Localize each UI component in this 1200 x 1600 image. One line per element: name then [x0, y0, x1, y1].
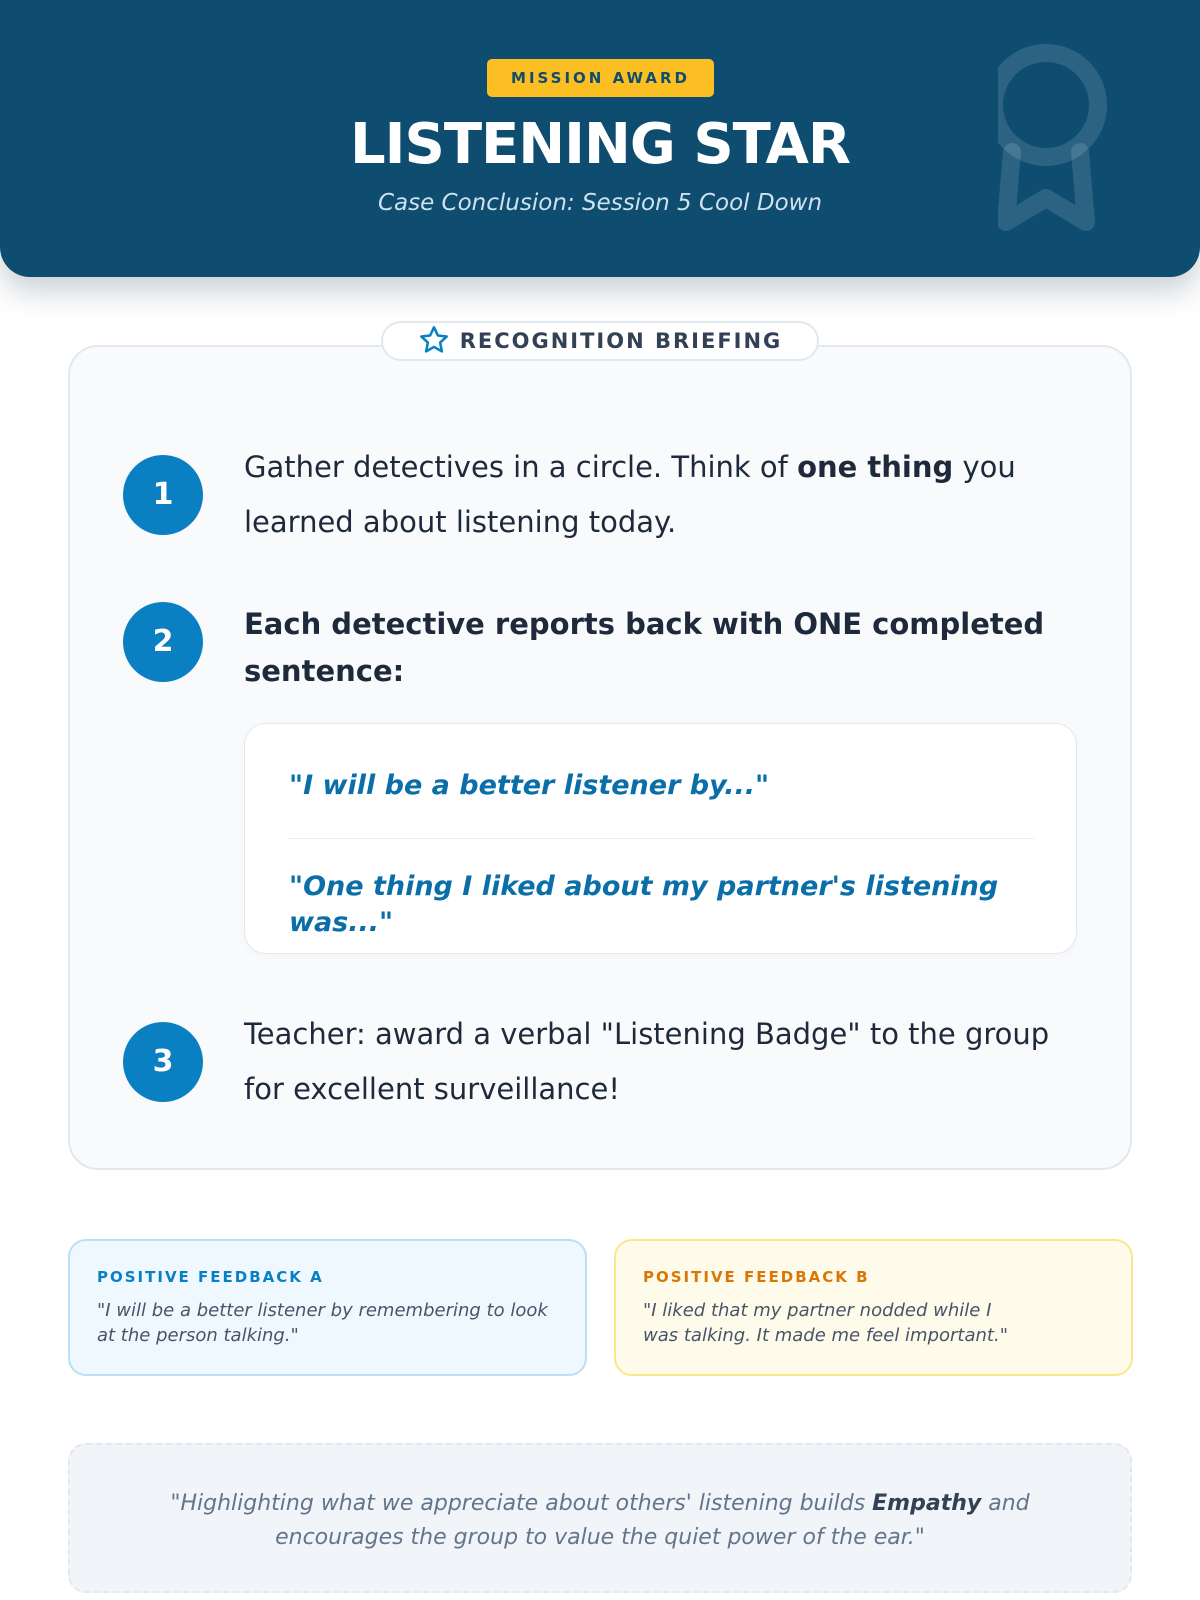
mission-award-badge: MISSION AWARD [487, 59, 714, 97]
closing-quote: "Highlighting what we appreciate about others' listening builds Empathy and encourages the group to value the quiet power of the ear." [68, 1443, 1132, 1593]
positive-feedback-a-card [68, 1239, 587, 1376]
sentence-starter-2: "One thing I liked about my partner's listening was..." [289, 871, 999, 938]
feedback-a-label: POSITIVE FEEDBACK A [97, 1268, 324, 1286]
sentence-starter-1: "I will be a better listener by..." [289, 770, 770, 801]
sentence-starters-box [244, 723, 1077, 954]
briefing-tag-label: RECOGNITION BRIEFING [459, 329, 783, 353]
step-3-text: Teacher: award a verbal "Listening Badge" to the group for excellent surveillance! [244, 1017, 1050, 1106]
step-number-2: 2 [123, 602, 203, 682]
divider [287, 838, 1035, 839]
feedback-b-quote: "I liked that my partner nodded while I was talking. It made me feel important." [643, 1300, 1008, 1346]
page-subtitle: Case Conclusion: Session 5 Cool Down [377, 190, 823, 216]
step-number-1: 1 [123, 455, 203, 535]
page-title: LISTENING STAR [350, 112, 850, 177]
ribbon-award-icon [998, 40, 1138, 250]
empathy-emphasis: Empathy [872, 1491, 982, 1516]
positive-feedback-b-card [614, 1239, 1133, 1376]
award-header [0, 0, 1200, 277]
step-number-3: 3 [123, 1022, 203, 1102]
briefing-tag [381, 321, 819, 361]
step-1-emphasis: one thing [797, 450, 954, 484]
feedback-b-label: POSITIVE FEEDBACK B [643, 1268, 870, 1286]
step-1-text: Gather detectives in a circle. Think of one thing you learned about listening today. [244, 450, 1016, 539]
star-outline-icon [418, 324, 450, 356]
step-2-text: Each detective reports back with ONE completed sentence: [244, 607, 1045, 688]
feedback-a-quote: "I will be a better listener by remembering to look at the person talking." [97, 1300, 548, 1346]
